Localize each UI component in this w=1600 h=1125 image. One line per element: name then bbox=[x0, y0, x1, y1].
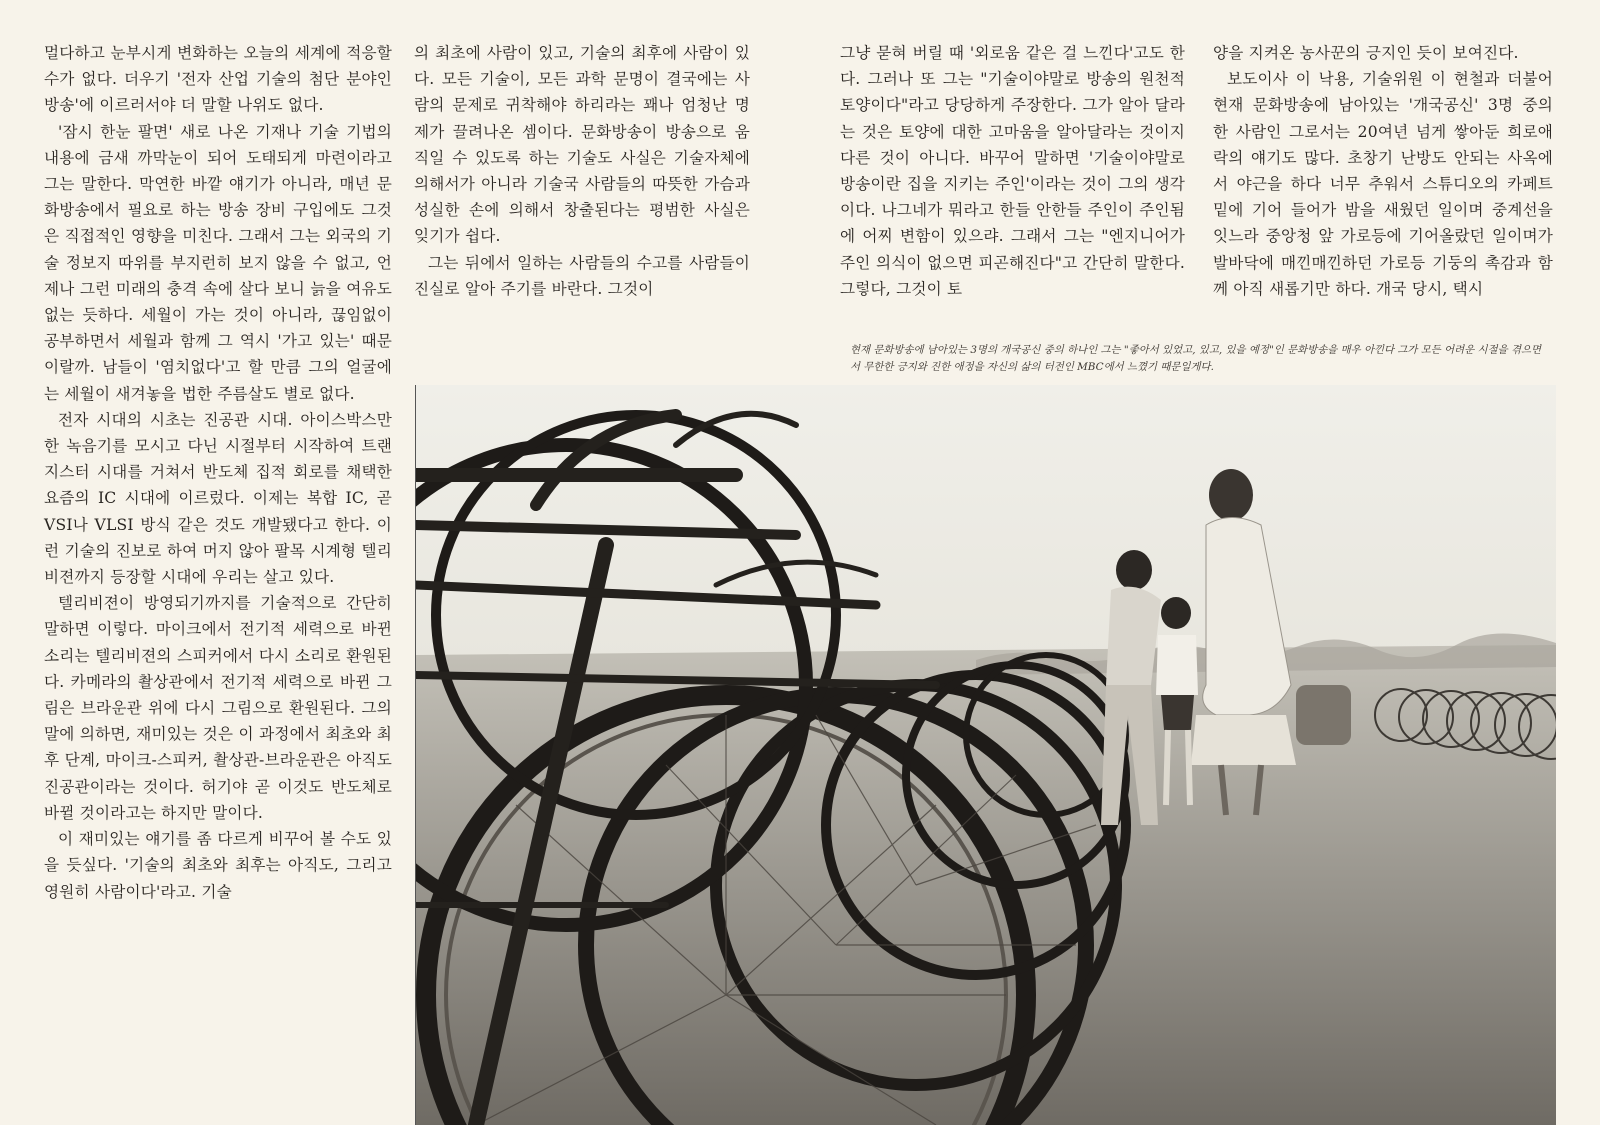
paragraph: 그냥 묻혀 버릴 때 '외로움 같은 걸 느낀다'고도 한다. 그러나 또 그는 "기술이야말로 방송의 원천적 토양이다"라고 당당하게 주장한다. 그가 알아 달라는 것은 토양에 대한 고마움을 알아달라는 것이지 다른 것이 아니다. 바꾸어 말하면 '기술이야말로 방송이란 집을 지키는 주인'이라는 것이 그의 생각이다. 나그네가 뭐라고 한들 안한들 주인이 주인됨에 어찌 변함이 있으랴. 그래서 그는 "엔지니어가 주인 의식이 없으면 피곤해진다"고 간단히 말한다. 그렇다, 그것이 토 bbox=[840, 44, 1185, 298]
bicycles-photo bbox=[415, 385, 1556, 1125]
text-column-4 bbox=[1213, 40, 1553, 302]
paragraph: '잠시 한눈 팔면' 새로 나온 기재나 기술 기법의 내용에 금새 까막눈이 되어 도태되게 마련이라고 그는 말한다. 막연한 바깥 얘기가 아니라, 매년 문화방송에서 필요로 하는 방송 장비 구입에도 그것은 직접적인 영향을 미친다. 그래서 그는 외국의 기술 정보지 따위를 부지런히 보지 않을 수 없고, 언제나 그런 미래의 충격 속에 살다 보니 늙을 여유도 없는 듯하다. 세월이 가는 것이 아니라, 끊임없이 공부하면서 세월과 함께 그 역시 '가고 있는' 때문이랄까. 남들이 '염치없다'고 할 만큼 그의 얼굴에는 세월이 새겨놓을 법한 주름살도 별로 없다. bbox=[44, 122, 392, 403]
text-column-1 bbox=[44, 40, 392, 905]
paragraph: 그는 뒤에서 일하는 사람들의 수고를 사람들이 진실로 알아 주기를 바란다. 그것이 bbox=[414, 253, 750, 298]
paragraph: 텔리비젼이 방영되기까지를 기술적으로 간단히 말하면 이렇다. 마이크에서 전기적 세력으로 바뀐소리는 텔리비젼의 스피커에서 다시 소리로 환원된다. 카메라의 촬상관에서 전기적 세력으로 바뀐 그림은 브라운관 위에 다시 그림으로 환원된다. 그의 말에 의하면, 재미있는 것은 이 과정에서 최초와 최후 단계, 마이크-스피커, 촬상관-브라운관은 아직도 진공관이라는 것이다. 허기야 곧 이것도 반도체로 바뀔 것이라고는 하지만 말이다. bbox=[44, 594, 392, 822]
paragraph: 이 재미있는 얘기를 좀 다르게 비꾸어 볼 수도 있을 듯싶다. '기술의 최초와 최후는 아직도, 그리고 영원히 사람이다'라고. 기술 bbox=[44, 830, 392, 901]
text-column-2 bbox=[414, 40, 750, 302]
paragraph: 멀다하고 눈부시게 변화하는 오늘의 세계에 적응할 수가 없다. 더우기 '전자 산업 기술의 첨단 분야인 방송'에 이르러서야 더 말할 나위도 없다. bbox=[44, 44, 392, 115]
paragraph: 의 최초에 사람이 있고, 기술의 최후에 사람이 있다. 모든 기술이, 모든 과학 문명이 결국에는 사람의 문제로 귀착해야 하리라는 꽤나 엄청난 명제가 끌려나온 셈이다. 문화방송이 방송으로 움직일 수 있도록 하는 기술도 사실은 기술자체에 의해서가 아니라 기술국 사람들의 따뜻한 가슴과 성실한 손에 의해서 창출된다는 평범한 사실은 잊기가 쉽다. bbox=[414, 44, 750, 246]
photo-caption: 현재 문화방송에 남아있는 3명의 개국공신 중의 하나인 그는 "좋아서 있었고, 있고, 있을 예정"인 문화방송을 매우 아낀다 그가 모든 어려운 시절을 겪으면서 무한한 긍지와 진한 애정을 자신의 삶의 터전인 MBC에서 느꼈기 때문일게다. bbox=[850, 344, 1542, 373]
text-column-3 bbox=[840, 40, 1185, 302]
paragraph: 양을 지켜온 농사꾼의 긍지인 듯이 보여진다. bbox=[1213, 44, 1519, 62]
paragraph: 전자 시대의 시초는 진공관 시대. 아이스박스만한 녹음기를 모시고 다닌 시절부터 시작하여 트랜지스터 시대를 거쳐서 반도체 집적 회로를 채택한 요즘의 IC 시대에 이르렀다. 이제는 복합 IC, 곧 VSI나 VLSI 방식 같은 것도 개발됐다고 한다. 이런 기술의 진보로 하여 머지 않아 팔목 시계형 텔리비젼까지 등장할 시대에 우리는 살고 있다. bbox=[44, 410, 392, 587]
photo-illustration bbox=[416, 385, 1556, 1125]
paragraph: 보도이사 이 낙용, 기술위원 이 현철과 더불어 현재 문화방송에 남아있는 '개국공신' 3명 중의 한 사람인 그로서는 20여년 넘게 쌓아둔 희로애락의 얘기도 많다. 초창기 난방도 안되는 사옥에서 야근을 하다 너무 추워서 스튜디오의 카페트 밑에 기어 들어가 밤을 새웠던 일이며 중계선을 잇느라 중앙청 앞 가로등에 기어올랐던 일이며가 발바닥에 매낀매낀하던 가로등 기둥의 촉감과 함께 아직 새롭기만 하다. 개국 당시, 택시 bbox=[1213, 70, 1553, 298]
